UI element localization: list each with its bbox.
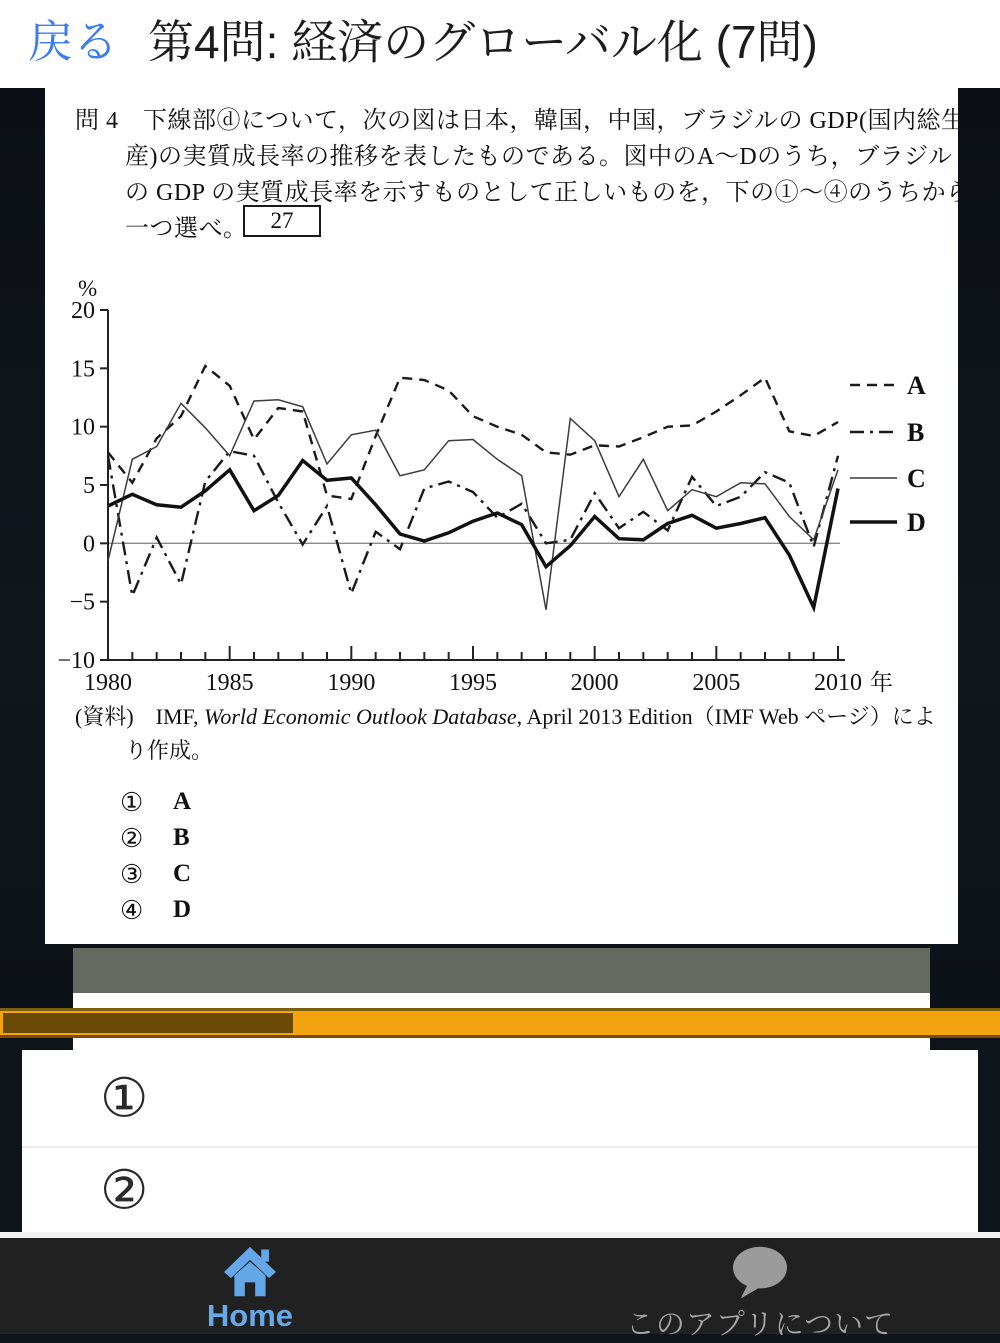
back-button[interactable]: 戻る bbox=[28, 16, 119, 67]
x-tick-label: 1980 bbox=[84, 670, 132, 696]
legend-label-A: A bbox=[907, 371, 926, 400]
speech-bubble-icon bbox=[716, 1246, 804, 1300]
answer-panel bbox=[0, 1038, 1000, 1238]
option-row bbox=[45, 896, 445, 930]
document-viewer[interactable] bbox=[0, 88, 1000, 1008]
series-D-line bbox=[108, 461, 838, 608]
gdp-line-chart bbox=[45, 278, 958, 698]
y-tick-label: 10 bbox=[71, 414, 95, 441]
option-row bbox=[45, 860, 445, 894]
option-number: ② bbox=[120, 824, 144, 853]
page-title: 第4問: 経済のグローバル化 (7問) bbox=[148, 16, 818, 68]
question-line: 問 4 下線部ⓓについて，次の図は日本，韓国，中国，ブラジルの GDP(国内総生 bbox=[75, 108, 966, 134]
question-line: の GDP の実質成長率を示すものとして正しいものを，下の①～④のうちから bbox=[125, 180, 971, 206]
timer-progress-fill bbox=[3, 1013, 293, 1033]
x-tick-label: 2000 bbox=[570, 670, 619, 696]
x-axis-unit: 年 bbox=[869, 670, 893, 695]
y-tick-label: 0 bbox=[83, 531, 95, 558]
source-citation bbox=[75, 700, 936, 731]
option-row bbox=[45, 824, 445, 858]
source-title: World Economic Outlook Database bbox=[204, 704, 517, 729]
x-tick-label: 1995 bbox=[448, 670, 497, 696]
answer-number-box: 27 bbox=[243, 205, 321, 237]
source-suffix: , April 2013 Edition（IMF Web ページ）によ bbox=[516, 704, 936, 729]
source-citation: り作成。 bbox=[125, 738, 214, 763]
option-label: D bbox=[173, 896, 192, 923]
y-tick-label: 15 bbox=[71, 356, 95, 383]
legend-label-D: D bbox=[907, 508, 926, 537]
exam-page bbox=[45, 88, 971, 944]
page-end-strip bbox=[73, 993, 930, 1008]
answer-choice-number: ② bbox=[100, 1158, 149, 1222]
answer-choice-2[interactable] bbox=[22, 1146, 978, 1232]
header bbox=[0, 0, 1000, 88]
option-number: ① bbox=[120, 788, 144, 817]
series-C-line bbox=[108, 400, 838, 610]
y-tick-label: 20 bbox=[71, 298, 95, 324]
x-tick-label: 2010 bbox=[813, 670, 862, 696]
about-label: このアプリについて bbox=[625, 1309, 895, 1341]
about-tab[interactable] bbox=[600, 1238, 920, 1341]
x-tick-label: 1985 bbox=[205, 670, 254, 696]
y-tick-label: −5 bbox=[69, 589, 95, 616]
home-label: Home bbox=[206, 1298, 294, 1333]
option-number: ③ bbox=[120, 860, 144, 889]
home-icon bbox=[222, 1246, 278, 1298]
x-tick-label: 2005 bbox=[692, 670, 741, 696]
y-tick-label: 5 bbox=[83, 473, 95, 499]
y-tick-label: −10 bbox=[57, 648, 95, 674]
answer-choice-1[interactable] bbox=[22, 1050, 978, 1146]
bottom-navbar bbox=[0, 1232, 1000, 1341]
question-line: 一つ選べ。 bbox=[125, 216, 248, 242]
legend-label-B: B bbox=[907, 418, 925, 447]
y-axis-unit: % bbox=[78, 278, 98, 301]
option-label: A bbox=[173, 788, 192, 815]
question-line: 産)の実質成長率の推移を表したものである。図中のA～Dのうち，ブラジル bbox=[125, 144, 953, 170]
answer-panel-top-strip bbox=[73, 1038, 930, 1050]
option-number: ④ bbox=[120, 896, 144, 925]
source-prefix: (資料) IMF, bbox=[75, 704, 205, 729]
option-row bbox=[45, 788, 445, 822]
timer-progress-bar bbox=[0, 1008, 1000, 1038]
home-tab[interactable] bbox=[120, 1238, 380, 1334]
option-label: C bbox=[173, 860, 192, 887]
option-label: B bbox=[173, 824, 190, 851]
series-B-line bbox=[108, 451, 838, 596]
legend-label-C: C bbox=[907, 464, 926, 493]
answer-card bbox=[22, 1050, 978, 1234]
answer-choice-number: ① bbox=[100, 1066, 149, 1130]
page-end-bar bbox=[73, 948, 930, 993]
x-tick-label: 1990 bbox=[327, 670, 376, 696]
